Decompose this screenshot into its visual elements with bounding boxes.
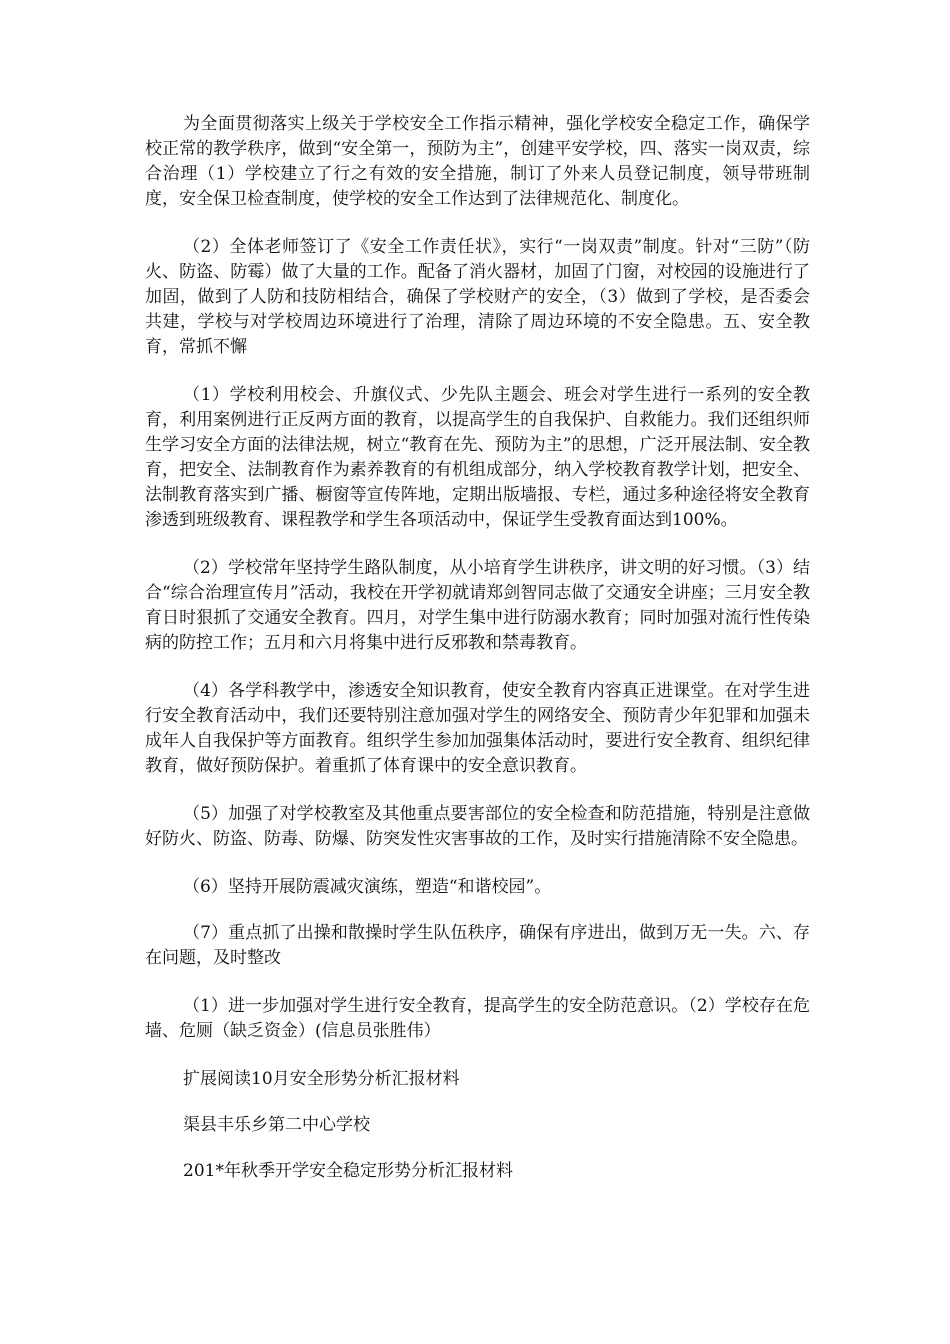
paragraph-subject-teaching: （4）各学科教学中，渗透安全知识教育，使安全教育内容真正进课堂。在对学生进行安全教育活动中，我们还要特别注意加强对学生的网络安全、预防青少年犯罪和加强未成年人自我保护等方面教育。组织学生参加加强集体活动时，要进行安全教育、组织纪律教育，做好预防保护。着重抓了体育课中的安全意识教育。 (145, 681, 810, 776)
paragraph-responsibility: （2）全体老师签订了《安全工作责任状》，实行“一岗双责”制度。针对“三防”（防火、防盗、防霉）做了大量的工作。配备了消火器材，加固了门窗，对校园的设施进行了加固，做到了人防和技防相结合，确保了学校财产的安全，（3）做到了学校，是否委会共建，学校与对学校周边环境进行了治理，清除了周边环境的不安全隐患。五、安全教育，常抓不懈 (145, 237, 810, 357)
paragraph-exercise-order: （7）重点抓了出操和散操时学生队伍秩序，确保有序进出，做到万无一失。六、存在问题，及时整改 (145, 923, 810, 968)
paragraph-school-name: 渠县丰乐乡第二中心学校 (183, 1115, 370, 1135)
paragraph-problems: （1）进一步加强对学生进行安全教育，提高学生的安全防范意识。（2）学校存在危墙、危厕（缺乏资金）(信息员张胜伟） (145, 996, 810, 1041)
paragraph-safety-education: （1）学校利用校会、升旗仪式、少先队主题会、班会对学生进行一系列的安全教育，利用案例进行正反两方面的教育，以提高学生的自我保护、自救能力。我们还组织师生学习安全方面的法律法规，树立“教育在先、预防为主”的思想，广泛开展法制、安全教育，把安全、法制教育作为素养教育的有机组成部分，纳入学校教育教学计划，把安全、法制教育落实到广播、橱窗等宣传阵地，定期出版墙报、专栏，通过多种途径将安全教育渗透到班级教育、课程教学和学生各项活动中，保证学生受教育面达到100%。 (145, 385, 810, 530)
paragraph-earthquake-drill: （6）坚持开展防震减灾演练，塑造“和谐校园”。 (183, 877, 552, 897)
paragraph-extended-reading: 扩展阅读10月安全形势分析汇报材料 (183, 1069, 460, 1089)
paragraph-intro: 为全面贯彻落实上级关于学校安全工作指示精神，强化学校安全稳定工作，确保学校正常的教学秩序，做到“安全第一，预防为主”，创建平安学校，四、落实一岗双责，综合治理（1）学校建立了行之有效的安全措施，制订了外来人员登记制度，领导带班制度，安全保卫检查制度，使学校的安全工作达到了法律规范化、制度化。 (145, 114, 810, 209)
document-body (145, 112, 810, 1205)
paragraph-inspection: （5）加强了对学校教室及其他重点要害部位的安全检查和防范措施，特别是注意做好防火、防盗、防毒、防爆、防突发性灾害事故的工作，及时实行措施清除不安全隐患。 (145, 804, 810, 849)
paragraph-traffic-safety: （2）学校常年坚持学生路队制度，从小培育学生讲秩序，讲文明的好习惯。（3）结合“综合治理宣传月”活动，我校在开学初就请郑剑智同志做了交通安全讲座；三月安全教育日时狠抓了交通安全教育。四月，对学生集中进行防溺水教育；同时加强对流行性传染病的防控工作；五月和六月将集中进行反邪教和禁毒教育。 (145, 558, 810, 653)
paragraph-report-title: 201*年秋季开学安全稳定形势分析汇报材料 (183, 1161, 513, 1181)
